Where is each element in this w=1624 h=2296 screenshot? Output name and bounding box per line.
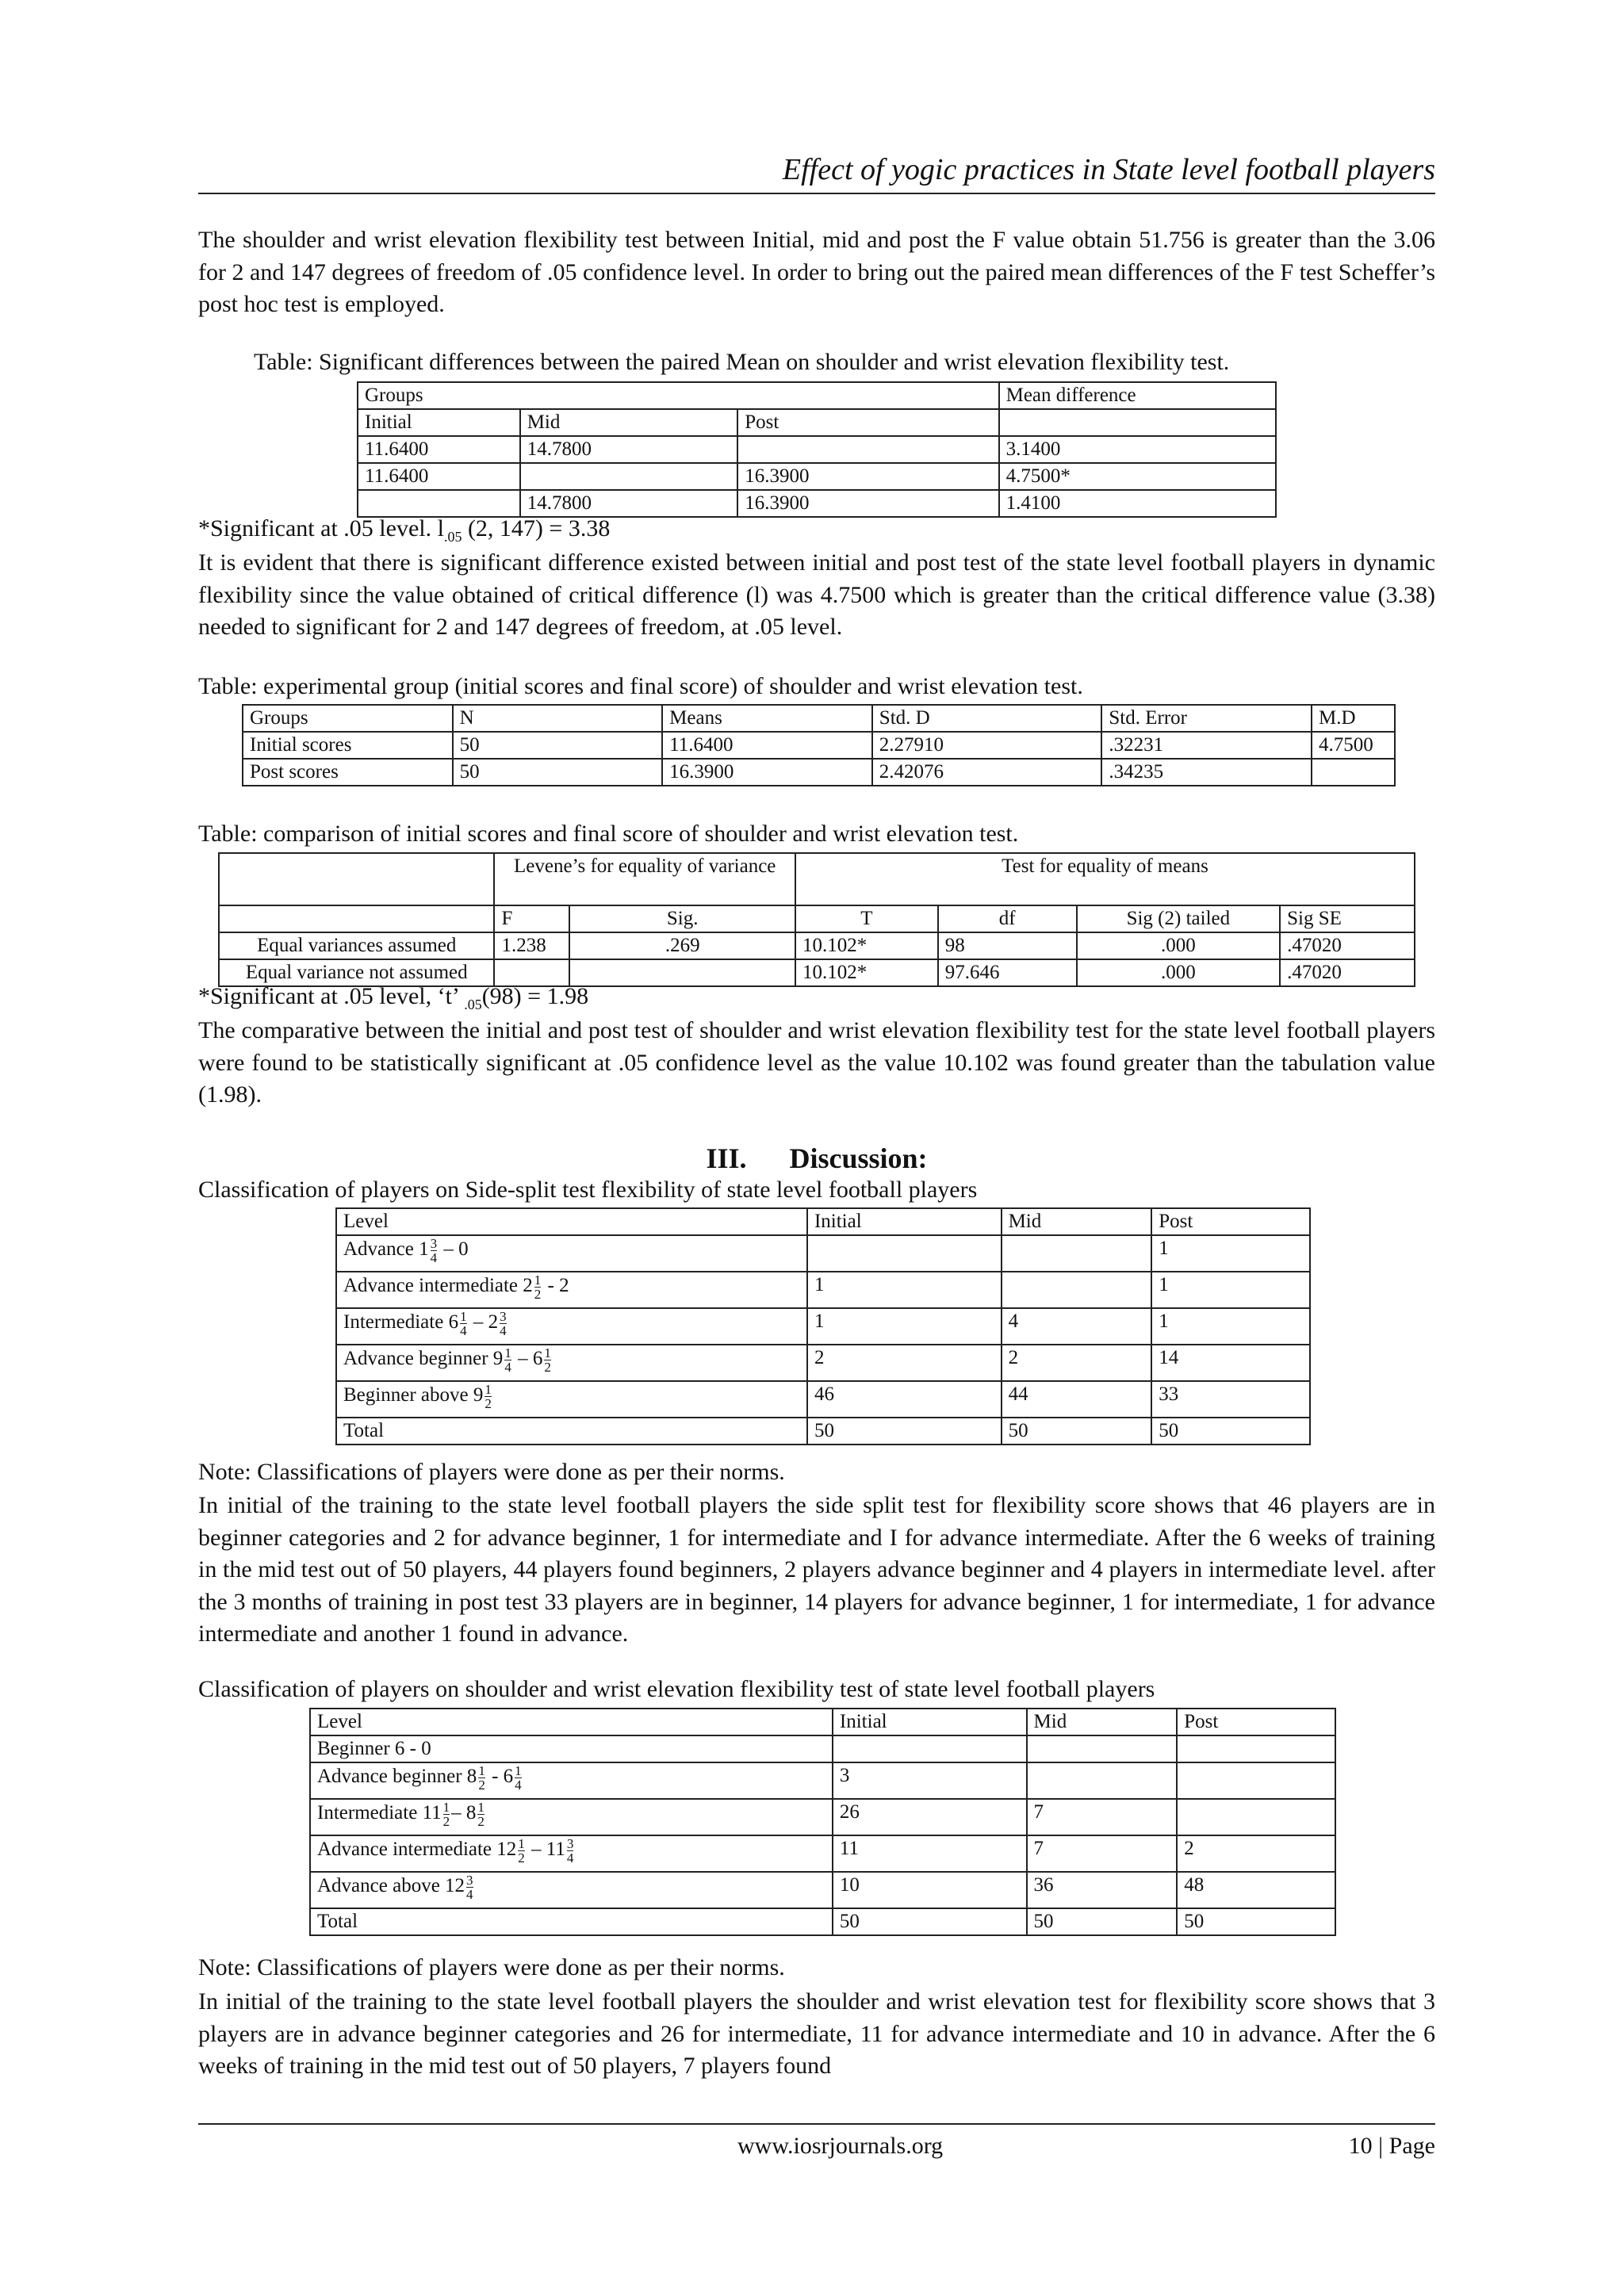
table-cell: 11 (833, 1835, 1027, 1872)
table-cell: 16.3900 (662, 759, 872, 786)
table-cell: 50 (1002, 1418, 1152, 1445)
table-cell (1177, 1762, 1335, 1799)
table-row (310, 1799, 1335, 1835)
level-cell: Intermediate 11 $\frac{1}{2}$ – 8 $\frac{1}{2}$ (310, 1799, 833, 1835)
fraction: $\frac{1}{2}$ (544, 1345, 551, 1375)
fraction: $\frac{1}{4}$ (515, 1763, 522, 1793)
table-cell: 50 (1151, 1418, 1310, 1445)
table-header-cell: Std. D (872, 705, 1102, 732)
fraction: $\frac{1}{2}$ (477, 1800, 485, 1829)
table1 (357, 381, 1277, 518)
table-header-cell: M.D (1312, 705, 1395, 732)
running-title: Effect of yogic practices in State level football players (782, 153, 1435, 186)
level-cell: Advance above 12 $\frac{3}{4}$ (310, 1872, 833, 1908)
table-cell: 1.4100 (999, 490, 1276, 517)
table-cell: Equal variance not assumed (219, 959, 494, 986)
table-header-cell: Initial (807, 1208, 1002, 1235)
table-row (336, 1272, 1310, 1308)
fraction: $\frac{1}{2}$ (485, 1382, 492, 1411)
table-row (243, 732, 1395, 759)
table-header-cell: Initial (833, 1709, 1027, 1735)
table-row (336, 1381, 1310, 1418)
table3-levene-label: Levene’s for equality of variance (494, 853, 795, 905)
table-cell: 50 (453, 732, 663, 759)
table-cell: 7 (1027, 1835, 1178, 1872)
table-cell (807, 1235, 1002, 1272)
level-cell: Beginner above 9 $\frac{1}{2}$ (336, 1381, 807, 1418)
table-cell (1027, 1735, 1178, 1762)
table5-caption: Classification of players on shoulder and wrist elevation flexibility test of state level football players (198, 1676, 1155, 1702)
table-cell: 97.646 (938, 959, 1077, 986)
table-cell (358, 490, 520, 517)
table-header-cell: Std. Error (1101, 705, 1312, 732)
table-cell (1002, 1272, 1152, 1308)
table1-col-empty (999, 409, 1276, 436)
table-cell: 50 (833, 1908, 1027, 1935)
table-cell: 2.27910 (872, 732, 1102, 759)
table-cell (494, 959, 569, 986)
table4-caption: Classification of players on Side-split test flexibility of state level football players (198, 1177, 978, 1203)
table-cell: .000 (1077, 959, 1281, 986)
table-cell: 1 (1151, 1272, 1310, 1308)
table3-ttest-label: Test for equality of means (795, 853, 1415, 905)
table-cell: 2 (1177, 1835, 1335, 1872)
table2-header (243, 705, 1395, 732)
table-cell: 2 (807, 1345, 1002, 1381)
level-cell: Advance beginner 8 $\frac{1}{2}$ - 6 $\frac{1}{4}$ (310, 1762, 833, 1799)
table-row (310, 1735, 1335, 1762)
table1-caption: Table: Significant differences between the paired Mean on shoulder and wrist elevation flexibility test. (254, 349, 1230, 375)
table-row (310, 1872, 1335, 1908)
table-cell: 48 (1177, 1872, 1335, 1908)
table-cell: 2.42076 (872, 759, 1102, 786)
classification-note-1: Note: Classifications of players were done as per their norms. (198, 1459, 785, 1485)
footer-rule (198, 2123, 1435, 2125)
paragraph-4: In initial of the training to the state level football players the side split test for flexibility score shows that 46 players are in beginner categories and 2 for advance beginner, 1 for intermediate and I for advance intermediate. After the 6 weeks of training in the mid test out of 50 players, 44 players found beginners, 2 players advance beginner and 4 players in intermediate level. after the 3 months of training in post test 33 players are in beginner, 14 players for advance beginner, 1 for intermediate, 1 for advance intermediate and another 1 found in advance. (198, 1492, 1435, 1647)
table5 (309, 1708, 1336, 1936)
level-cell: Advance intermediate 2 $\frac{1}{2}$ - 2 (336, 1272, 807, 1308)
table-cell: 46 (807, 1381, 1002, 1418)
significance-note-1: *Significant at .05 level. $l_{.05}$ (2, 147) = 3.38 (198, 515, 611, 545)
table-row (336, 1345, 1310, 1381)
table-header-cell: Groups (243, 705, 453, 732)
table-row (358, 463, 1276, 490)
table-cell: 50 (453, 759, 663, 786)
table-row (310, 1835, 1335, 1872)
table-cell: .32231 (1101, 732, 1312, 759)
table-cell: 1.238 (494, 932, 569, 959)
table-header-cell: Level (310, 1709, 833, 1735)
fraction: $\frac{1}{4}$ (460, 1309, 467, 1338)
table1-groups-label: Groups (358, 382, 999, 409)
table-cell (1002, 1235, 1152, 1272)
table-row (336, 1235, 1310, 1272)
table-row (219, 932, 1415, 959)
table-cell: 16.3900 (737, 490, 998, 517)
table-cell: 1 (1151, 1308, 1310, 1345)
table2-caption: Table: experimental group (initial scores and final score) of shoulder and wrist elevation test. (198, 673, 1083, 699)
table-cell: 11.6400 (358, 463, 520, 490)
table-cell: 36 (1027, 1872, 1178, 1908)
table-cell: 44 (1002, 1381, 1152, 1418)
table-cell: 1 (807, 1272, 1002, 1308)
table3-empty-cell (219, 905, 494, 932)
table-cell: 50 (1027, 1908, 1178, 1935)
significance-note-2: *Significant at .05 level, ‘t’ $_{.05}$(98) = 1.98 (198, 983, 589, 1012)
footer-page-number: 10 | Page (1348, 2133, 1435, 2159)
table1-md-label: Mean difference (999, 382, 1276, 409)
paragraph-2: It is evident that there is significant difference existed between initial and post test of the state level football players in dynamic flexibility since the value obtained of critical difference (l) was 4.7500 which is greater than the critical difference value (3.38) needed to significant for 2 and 147 degrees of freedom, at .05 level. (198, 549, 1435, 640)
table-header-cell: Sig (2) tailed (1077, 905, 1281, 932)
table-cell: Initial scores (243, 732, 453, 759)
table-cell: 3.1400 (999, 436, 1276, 463)
table1-header-groups (358, 382, 1276, 409)
table-row (243, 759, 1395, 786)
table-row (358, 490, 1276, 517)
table-row (358, 436, 1276, 463)
table-cell: 1 (1151, 1235, 1310, 1272)
footer-url: www.iosrjournals.org (737, 2133, 944, 2159)
table-row (310, 1762, 1335, 1799)
table-cell: 4.7500* (999, 463, 1276, 490)
table-cell: 50 (807, 1418, 1002, 1445)
table-row-total (310, 1908, 1335, 1935)
table2 (242, 704, 1396, 786)
table-cell: .269 (569, 932, 795, 959)
table-cell: 3 (833, 1762, 1027, 1799)
table4 (335, 1207, 1311, 1445)
table-cell: 7 (1027, 1799, 1178, 1835)
table-cell: 26 (833, 1799, 1027, 1835)
table-row (219, 959, 1415, 986)
table3-caption: Table: comparison of initial scores and final score of shoulder and wrist elevation test. (198, 821, 1019, 847)
fraction: $\frac{3}{4}$ (466, 1873, 473, 1902)
table-cell (1027, 1762, 1178, 1799)
table-cell: 98 (938, 932, 1077, 959)
table-cell: 16.3900 (737, 463, 998, 490)
table-cell: .47020 (1280, 959, 1415, 986)
table-cell (569, 959, 795, 986)
table-header-cell: Mid (1002, 1208, 1152, 1235)
table1-col-mid: Mid (520, 409, 738, 436)
table-header-cell: T (795, 905, 938, 932)
table5-header (310, 1709, 1335, 1735)
table-cell: 10.102* (795, 959, 938, 986)
table-cell: 10 (833, 1872, 1027, 1908)
table3-subheader (219, 905, 1415, 932)
table3-empty-cell (219, 853, 494, 905)
level-cell: Intermediate 6 $\frac{1}{4}$ – 2 $\frac{3}{4}$ (336, 1308, 807, 1345)
table-cell: Total (336, 1418, 807, 1445)
fraction: $\frac{1}{2}$ (534, 1272, 542, 1302)
table-cell: 1 (807, 1308, 1002, 1345)
table-cell: 11.6400 (662, 732, 872, 759)
paragraph-5: In initial of the training to the state level football players the shoulder and wrist elevation test for flexibility score shows that 3 players are in advance beginner categories and 26 for intermediate, 11 for advance intermediate and 10 in advance. After the 6 weeks of training in the mid test out of 50 players, 7 players found (198, 1988, 1435, 2079)
table-cell: Post scores (243, 759, 453, 786)
table-cell: .34235 (1101, 759, 1312, 786)
table-cell: Total (310, 1908, 833, 1935)
classification-note-2: Note: Classifications of players were done as per their norms. (198, 1954, 785, 1980)
fraction: $\frac{1}{4}$ (504, 1345, 511, 1375)
level-cell: Advance intermediate 12 $\frac{1}{2}$ – 11 $\frac{3}{4}$ (310, 1835, 833, 1872)
table-cell: .47020 (1280, 932, 1415, 959)
table-cell: 33 (1151, 1381, 1310, 1418)
table-header-cell: Sig. (569, 905, 795, 932)
table-cell (1177, 1799, 1335, 1835)
fraction: $\frac{3}{4}$ (566, 1836, 574, 1866)
fraction: $\frac{1}{2}$ (478, 1763, 485, 1793)
table-cell: 14 (1151, 1345, 1310, 1381)
table-cell: 2 (1002, 1345, 1152, 1381)
table-row-total (336, 1418, 1310, 1445)
table-cell: .000 (1077, 932, 1281, 959)
paragraph-3: The comparative between the initial and post test of shoulder and wrist elevation flexibility test for the state level football players were found to be statistically significant at .05 confidence level as the value 10.102 was found greater than the tabulation value (1.98). (198, 1017, 1435, 1108)
table-cell: 50 (1177, 1908, 1335, 1935)
table-header-cell: N (453, 705, 663, 732)
table-cell (520, 463, 738, 490)
table-header-cell: Level (336, 1208, 807, 1235)
table3 (218, 852, 1415, 987)
level-cell: Advance 1 $\frac{3}{4}$ – 0 (336, 1235, 807, 1272)
table-cell (1312, 759, 1395, 786)
table-cell: Equal variances assumed (219, 932, 494, 959)
table-header-cell: Means (662, 705, 872, 732)
table-cell: 4.7500 (1312, 732, 1395, 759)
table-header-cell: F (494, 905, 569, 932)
table-header-cell: Post (1177, 1709, 1335, 1735)
table3-header-groups (219, 853, 1415, 905)
table1-col-initial: Initial (358, 409, 520, 436)
table1-header-cols (358, 409, 1276, 436)
fraction: $\frac{3}{4}$ (430, 1236, 438, 1265)
table-header-cell: Post (1151, 1208, 1310, 1235)
table-header-cell: df (938, 905, 1077, 932)
table-header-cell: Mid (1027, 1709, 1178, 1735)
level-cell: Advance beginner 9 $\frac{1}{4}$ – 6 $\frac{1}{2}$ (336, 1345, 807, 1381)
table-cell: 11.6400 (358, 436, 520, 463)
paragraph-1: The shoulder and wrist elevation flexibility test between Initial, mid and post the F value obtain 51.756 is greater than the 3.06 for 2 and 147 degrees of freedom of .05 confidence level. In order to bring out the paired mean differences of the F test Scheffer’s post hoc test is employed. (198, 227, 1435, 317)
table-cell (833, 1735, 1027, 1762)
fraction: $\frac{1}{2}$ (518, 1836, 525, 1866)
table-header-cell: Sig SE (1280, 905, 1415, 932)
table-cell (1177, 1735, 1335, 1762)
table1-col-post: Post (737, 409, 998, 436)
section-heading: III. Discussion: (706, 1142, 928, 1174)
level-cell: Beginner 6 - 0 (310, 1735, 833, 1762)
table-cell: 14.7800 (520, 490, 738, 517)
fraction: $\frac{3}{4}$ (500, 1309, 507, 1338)
fraction: $\frac{1}{2}$ (442, 1800, 450, 1829)
header-rule (198, 193, 1435, 194)
table4-header (336, 1208, 1310, 1235)
table-cell: 4 (1002, 1308, 1152, 1345)
table-cell: 14.7800 (520, 436, 738, 463)
table-row (336, 1308, 1310, 1345)
table-cell (737, 436, 998, 463)
table-cell: 10.102* (795, 932, 938, 959)
